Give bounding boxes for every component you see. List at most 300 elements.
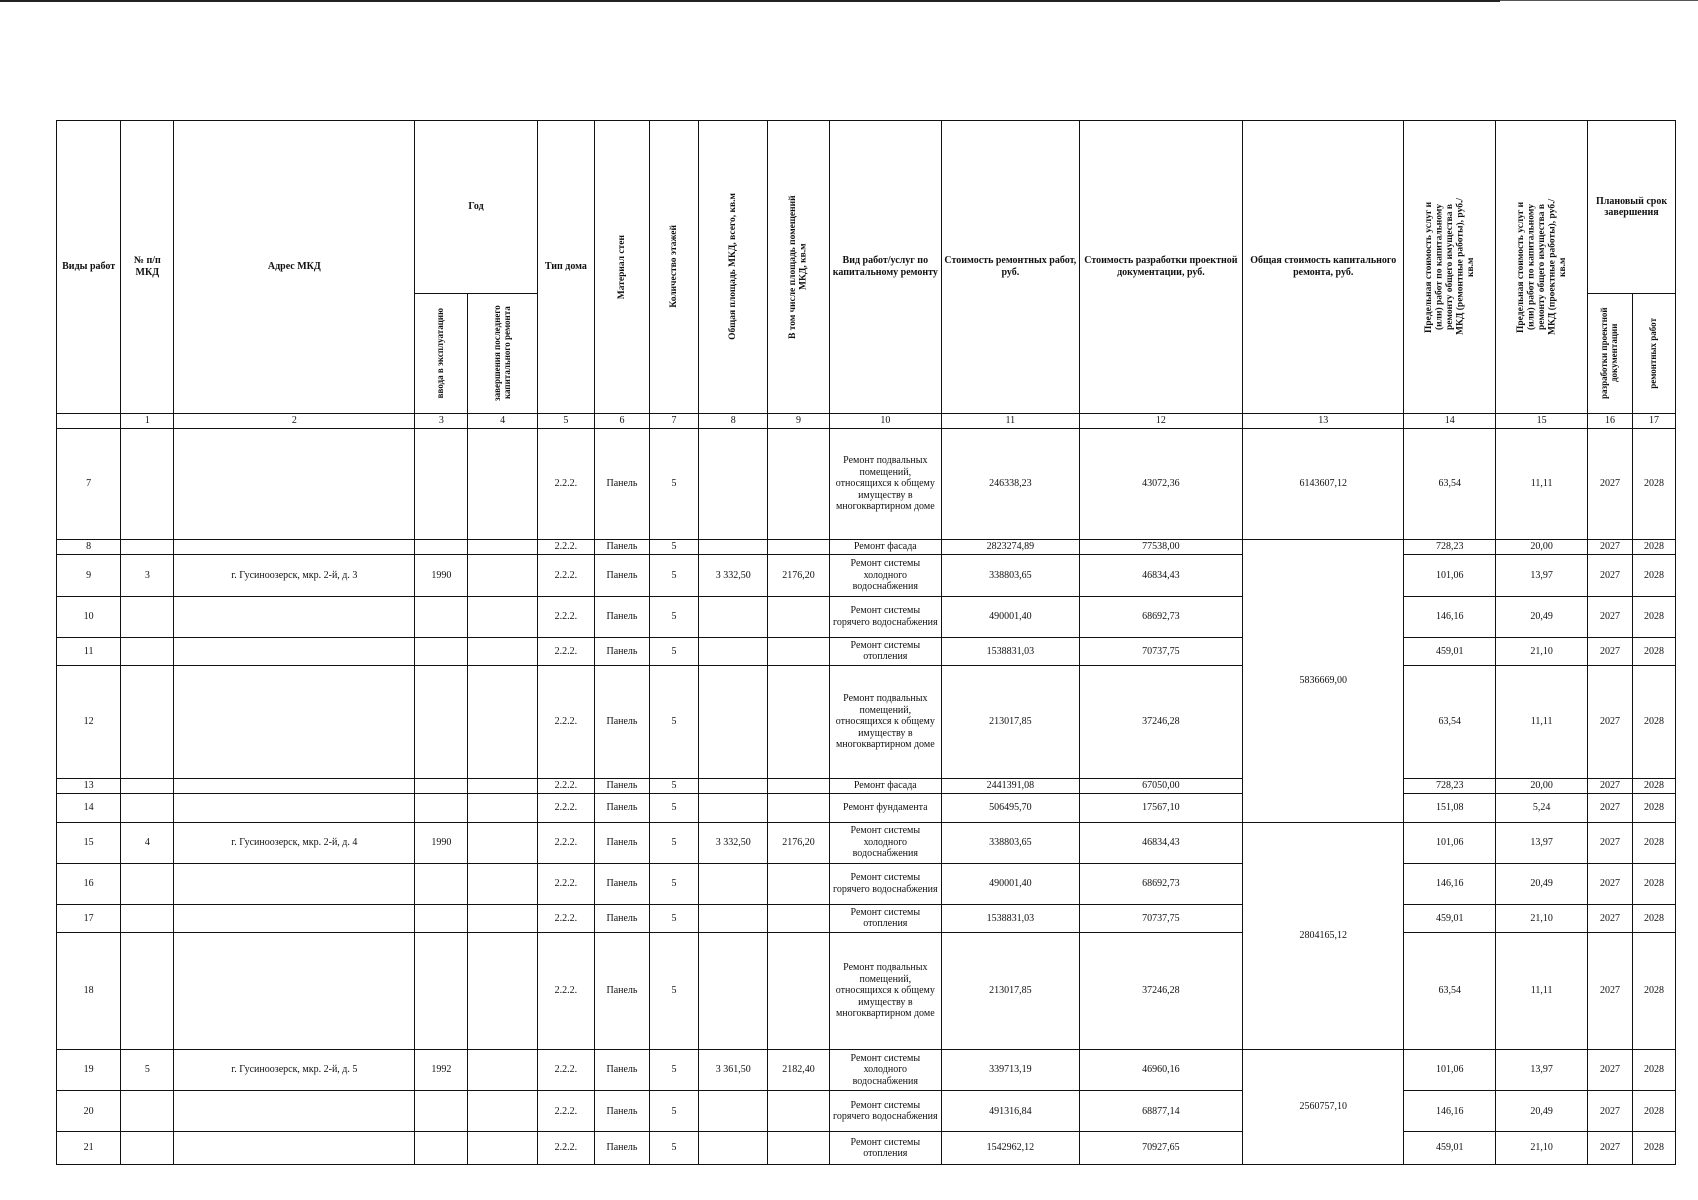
cell-mat: Панель — [594, 429, 649, 540]
cell-y1: 1990 — [415, 555, 468, 596]
cell-parea: 2176,20 — [768, 555, 829, 596]
header-planned-repair-text: ремонтных работ — [1648, 318, 1659, 389]
cell-area — [699, 904, 768, 932]
cell-ld: 21,10 — [1496, 1132, 1588, 1165]
table-row — [57, 555, 1676, 596]
cell-type: 2.2.2. — [537, 637, 594, 665]
cell-lr: 101,06 — [1404, 822, 1496, 863]
cell-parea — [768, 1132, 829, 1165]
table-row — [57, 863, 1676, 904]
header-limit-repair — [1404, 121, 1496, 414]
cell-mkd — [121, 539, 174, 555]
cell-y2 — [468, 665, 537, 778]
column-number: 4 — [468, 413, 537, 429]
header-planned: Плановый срок завершения — [1588, 121, 1676, 294]
cell-work: Ремонт системы горячего водоснабжения — [829, 596, 941, 637]
cell-area — [699, 778, 768, 794]
cell-y2 — [468, 539, 537, 555]
cell-fl: 5 — [650, 822, 699, 863]
cell-mkd — [121, 933, 174, 1050]
header-premises-area — [768, 121, 829, 414]
cell-y2 — [468, 778, 537, 794]
cell-lr: 459,01 — [1404, 1132, 1496, 1165]
cell-rc: 213017,85 — [941, 665, 1079, 778]
cell-lr: 146,16 — [1404, 596, 1496, 637]
cell-work: Ремонт системы холодного водоснабжения — [829, 822, 941, 863]
header-planned-design-text: разработки проектной документации — [1599, 307, 1620, 400]
header-premises-area-text: В том числе площадь помещений МКД, кв.м — [788, 194, 809, 339]
cell-work: Ремонт системы горячего водоснабжения — [829, 863, 941, 904]
column-number: 7 — [650, 413, 699, 429]
scan-top-border-right — [1500, 0, 1698, 1]
cell-area — [699, 429, 768, 540]
cell-addr — [174, 904, 415, 932]
cell-addr — [174, 863, 415, 904]
column-number: 8 — [699, 413, 768, 429]
cell-n: 15 — [57, 822, 121, 863]
cell-parea — [768, 596, 829, 637]
cell-rc: 490001,40 — [941, 596, 1079, 637]
header-row-1 — [57, 121, 1676, 294]
cell-pr: 2028 — [1632, 429, 1675, 540]
cell-work: Ремонт системы холодного водоснабжения — [829, 1050, 941, 1091]
cell-mkd: 4 — [121, 822, 174, 863]
cell-area — [699, 1091, 768, 1132]
cell-pr: 2028 — [1632, 555, 1675, 596]
cell-type: 2.2.2. — [537, 555, 594, 596]
column-number: 17 — [1632, 413, 1675, 429]
cell-y2 — [468, 794, 537, 822]
cell-pr: 2028 — [1632, 794, 1675, 822]
cell-addr — [174, 933, 415, 1050]
cell-addr — [174, 637, 415, 665]
cell-pr: 2028 — [1632, 863, 1675, 904]
table-row — [57, 1132, 1676, 1165]
cell-pd: 2027 — [1588, 1132, 1633, 1165]
table-row — [57, 637, 1676, 665]
cell-work: Ремонт фасада — [829, 539, 941, 555]
cell-y1 — [415, 863, 468, 904]
cell-pr: 2028 — [1632, 637, 1675, 665]
cell-work: Ремонт подвальных помещений, относящихся к общему имуществу в многоквартирном доме — [829, 933, 941, 1050]
cell-fl: 5 — [650, 429, 699, 540]
cell-pr: 2028 — [1632, 1050, 1675, 1091]
header-wall-material — [594, 121, 649, 414]
cell-ld: 5,24 — [1496, 794, 1588, 822]
column-number-blank — [57, 413, 121, 429]
cell-addr — [174, 1091, 415, 1132]
cell-y2 — [468, 933, 537, 1050]
cell-rc: 1538831,03 — [941, 904, 1079, 932]
cell-dc: 37246,28 — [1079, 665, 1242, 778]
cell-lr: 63,54 — [1404, 933, 1496, 1050]
cell-lr: 63,54 — [1404, 665, 1496, 778]
cell-mat: Панель — [594, 904, 649, 932]
cell-parea — [768, 429, 829, 540]
cell-ld: 20,49 — [1496, 1091, 1588, 1132]
cell-n: 17 — [57, 904, 121, 932]
cell-mat: Панель — [594, 637, 649, 665]
cell-type: 2.2.2. — [537, 539, 594, 555]
header-total-area — [699, 121, 768, 414]
cell-mkd — [121, 637, 174, 665]
cell-ld: 20,49 — [1496, 863, 1588, 904]
cell-pr: 2028 — [1632, 822, 1675, 863]
cell-parea — [768, 539, 829, 555]
header-planned-design — [1588, 294, 1633, 413]
column-number: 2 — [174, 413, 415, 429]
cell-n: 21 — [57, 1132, 121, 1165]
cell-rc: 506495,70 — [941, 794, 1079, 822]
cell-total-cost: 6143607,12 — [1243, 429, 1404, 540]
cell-total-cost: 2560757,10 — [1243, 1050, 1404, 1165]
header-address: Адрес МКД — [174, 121, 415, 414]
cell-mat: Панель — [594, 778, 649, 794]
cell-rc: 491316,84 — [941, 1091, 1079, 1132]
cell-n: 18 — [57, 933, 121, 1050]
cell-work: Ремонт системы отопления — [829, 637, 941, 665]
cell-lr: 101,06 — [1404, 555, 1496, 596]
header-mkd-no: № п/п МКД — [121, 121, 174, 414]
cell-mat: Панель — [594, 794, 649, 822]
cell-mkd — [121, 665, 174, 778]
cell-rc: 490001,40 — [941, 863, 1079, 904]
cell-n: 16 — [57, 863, 121, 904]
capital-repair-table — [56, 120, 1676, 1165]
cell-parea: 2176,20 — [768, 822, 829, 863]
cell-parea — [768, 933, 829, 1050]
cell-mat: Панель — [594, 596, 649, 637]
cell-y2 — [468, 904, 537, 932]
cell-mkd — [121, 1091, 174, 1132]
cell-dc: 68692,73 — [1079, 863, 1242, 904]
cell-parea — [768, 665, 829, 778]
cell-dc: 70737,75 — [1079, 637, 1242, 665]
cell-y2 — [468, 555, 537, 596]
cell-work: Ремонт подвальных помещений, относящихся к общему имуществу в многоквартирном доме — [829, 429, 941, 540]
cell-mat: Панель — [594, 933, 649, 1050]
cell-ld: 20,00 — [1496, 539, 1588, 555]
cell-addr — [174, 1132, 415, 1165]
column-number: 11 — [941, 413, 1079, 429]
cell-work: Ремонт системы отопления — [829, 1132, 941, 1165]
cell-n: 10 — [57, 596, 121, 637]
cell-y1: 1992 — [415, 1050, 468, 1091]
cell-total-cost: 2804165,12 — [1243, 822, 1404, 1050]
cell-type: 2.2.2. — [537, 596, 594, 637]
cell-mkd — [121, 794, 174, 822]
header-planned-repair — [1632, 294, 1675, 413]
cell-addr: г. Гусиноозерск, мкр. 2-й, д. 5 — [174, 1050, 415, 1091]
cell-mat: Панель — [594, 539, 649, 555]
cell-y2 — [468, 1091, 537, 1132]
header-house-type: Тип дома — [537, 121, 594, 414]
cell-fl: 5 — [650, 665, 699, 778]
table-row — [57, 822, 1676, 863]
cell-n: 14 — [57, 794, 121, 822]
cell-y2 — [468, 822, 537, 863]
cell-pr: 2028 — [1632, 904, 1675, 932]
header-year-last-repair-text: завершения последнего капитального ремонта — [491, 305, 512, 402]
cell-area: 3 332,50 — [699, 822, 768, 863]
cell-y1 — [415, 637, 468, 665]
cell-lr: 151,08 — [1404, 794, 1496, 822]
header-limit-repair-text: Предельная стоимость услуг и (или) работ по капитальному ремонту общего имущества в МКД (ремонтные работы), руб./кв.м — [1423, 198, 1476, 336]
cell-mkd — [121, 596, 174, 637]
cell-rc: 1542962,12 — [941, 1132, 1079, 1165]
cell-pd: 2027 — [1588, 794, 1633, 822]
cell-pr: 2028 — [1632, 596, 1675, 637]
cell-addr — [174, 778, 415, 794]
scan-top-border — [0, 0, 1500, 2]
cell-rc: 2823274,89 — [941, 539, 1079, 555]
cell-y2 — [468, 1132, 537, 1165]
header-year-last-repair — [468, 294, 537, 413]
cell-mat: Панель — [594, 665, 649, 778]
cell-ld: 21,10 — [1496, 904, 1588, 932]
cell-work: Ремонт системы горячего водоснабжения — [829, 1091, 941, 1132]
cell-dc: 77538,00 — [1079, 539, 1242, 555]
cell-addr: г. Гусиноозерск, мкр. 2-й, д. 4 — [174, 822, 415, 863]
cell-pd: 2027 — [1588, 1050, 1633, 1091]
cell-area — [699, 794, 768, 822]
cell-ld: 13,97 — [1496, 822, 1588, 863]
header-year: Год — [415, 121, 538, 294]
cell-rc: 1538831,03 — [941, 637, 1079, 665]
cell-parea — [768, 778, 829, 794]
cell-rc: 2441391,08 — [941, 778, 1079, 794]
table-row — [57, 794, 1676, 822]
cell-work: Ремонт подвальных помещений, относящихся к общему имуществу в многоквартирном доме — [829, 665, 941, 778]
table-row — [57, 904, 1676, 932]
cell-type: 2.2.2. — [537, 1132, 594, 1165]
column-number: 3 — [415, 413, 468, 429]
cell-work: Ремонт системы холодного водоснабжения — [829, 555, 941, 596]
cell-pd: 2027 — [1588, 665, 1633, 778]
cell-ld: 11,11 — [1496, 429, 1588, 540]
cell-mkd — [121, 778, 174, 794]
cell-type: 2.2.2. — [537, 429, 594, 540]
cell-ld: 13,97 — [1496, 555, 1588, 596]
cell-mkd: 5 — [121, 1050, 174, 1091]
cell-dc: 68877,14 — [1079, 1091, 1242, 1132]
cell-pd: 2027 — [1588, 1091, 1633, 1132]
cell-pd: 2027 — [1588, 596, 1633, 637]
cell-y1 — [415, 429, 468, 540]
cell-area — [699, 863, 768, 904]
header-total-area-text: Общая площадь МКД, всего, кв.м — [728, 193, 739, 341]
cell-y2 — [468, 863, 537, 904]
column-number: 14 — [1404, 413, 1496, 429]
cell-y1 — [415, 539, 468, 555]
cell-y1 — [415, 1091, 468, 1132]
header-wall-material-text: Материал стен — [616, 234, 627, 299]
header-floors-text: Количество этажей — [668, 225, 679, 309]
cell-y2 — [468, 596, 537, 637]
cell-rc: 338803,65 — [941, 555, 1079, 596]
cell-pr: 2028 — [1632, 1132, 1675, 1165]
cell-lr: 63,54 — [1404, 429, 1496, 540]
column-number: 9 — [768, 413, 829, 429]
cell-pr: 2028 — [1632, 1091, 1675, 1132]
column-number: 12 — [1079, 413, 1242, 429]
cell-parea — [768, 794, 829, 822]
cell-mkd — [121, 429, 174, 540]
cell-addr — [174, 794, 415, 822]
cell-mat: Панель — [594, 555, 649, 596]
cell-type: 2.2.2. — [537, 778, 594, 794]
table-row — [57, 1050, 1676, 1091]
cell-lr: 459,01 — [1404, 904, 1496, 932]
cell-y1 — [415, 904, 468, 932]
cell-dc: 70737,75 — [1079, 904, 1242, 932]
cell-ld: 13,97 — [1496, 1050, 1588, 1091]
cell-mat: Панель — [594, 822, 649, 863]
cell-mat: Панель — [594, 1091, 649, 1132]
cell-mat: Панель — [594, 863, 649, 904]
cell-area — [699, 665, 768, 778]
cell-dc: 46834,43 — [1079, 555, 1242, 596]
cell-ld: 21,10 — [1496, 637, 1588, 665]
cell-type: 2.2.2. — [537, 665, 594, 778]
cell-lr: 728,23 — [1404, 539, 1496, 555]
cell-type: 2.2.2. — [537, 1050, 594, 1091]
column-number: 5 — [537, 413, 594, 429]
table-row — [57, 429, 1676, 540]
column-number: 13 — [1243, 413, 1404, 429]
cell-n: 8 — [57, 539, 121, 555]
cell-n: 11 — [57, 637, 121, 665]
cell-dc: 68692,73 — [1079, 596, 1242, 637]
cell-parea — [768, 904, 829, 932]
cell-n: 12 — [57, 665, 121, 778]
cell-parea — [768, 637, 829, 665]
cell-area — [699, 637, 768, 665]
cell-dc: 46834,43 — [1079, 822, 1242, 863]
cell-mat: Панель — [594, 1132, 649, 1165]
cell-y2 — [468, 637, 537, 665]
cell-pr: 2028 — [1632, 539, 1675, 555]
cell-pd: 2027 — [1588, 539, 1633, 555]
cell-type: 2.2.2. — [537, 863, 594, 904]
header-limit-design — [1496, 121, 1588, 414]
cell-y1 — [415, 665, 468, 778]
cell-work: Ремонт фундамента — [829, 794, 941, 822]
cell-n: 9 — [57, 555, 121, 596]
cell-work: Ремонт системы отопления — [829, 904, 941, 932]
cell-pd: 2027 — [1588, 904, 1633, 932]
header-work-kind: Вид работ/услуг по капитальному ремонту — [829, 121, 941, 414]
header-year-commission-text: ввода в эксплуатацию — [435, 308, 446, 399]
cell-dc: 37246,28 — [1079, 933, 1242, 1050]
header-year-commission — [415, 294, 468, 413]
cell-fl: 5 — [650, 555, 699, 596]
cell-pr: 2028 — [1632, 778, 1675, 794]
cell-pd: 2027 — [1588, 863, 1633, 904]
cell-work: Ремонт фасада — [829, 778, 941, 794]
column-number: 1 — [121, 413, 174, 429]
cell-y1 — [415, 778, 468, 794]
cell-ld: 11,11 — [1496, 665, 1588, 778]
cell-fl: 5 — [650, 637, 699, 665]
cell-fl: 5 — [650, 933, 699, 1050]
cell-area — [699, 933, 768, 1050]
header-limit-design-text: Предельная стоимость услуг и (или) работ по капитальному ремонту общего имущества в МКД (проектные работы), руб./кв.м — [1515, 198, 1568, 335]
cell-ld: 20,49 — [1496, 596, 1588, 637]
header-repair-cost: Стоимость ремонтных работ, руб. — [941, 121, 1079, 414]
cell-area — [699, 596, 768, 637]
table-row — [57, 778, 1676, 794]
cell-rc: 338803,65 — [941, 822, 1079, 863]
cell-type: 2.2.2. — [537, 904, 594, 932]
cell-fl: 5 — [650, 904, 699, 932]
cell-lr: 459,01 — [1404, 637, 1496, 665]
cell-ld: 20,00 — [1496, 778, 1588, 794]
column-number: 6 — [594, 413, 649, 429]
cell-n: 7 — [57, 429, 121, 540]
cell-pd: 2027 — [1588, 822, 1633, 863]
cell-pd: 2027 — [1588, 933, 1633, 1050]
cell-mat: Панель — [594, 1050, 649, 1091]
cell-dc: 17567,10 — [1079, 794, 1242, 822]
cell-area: 3 361,50 — [699, 1050, 768, 1091]
cell-fl: 5 — [650, 794, 699, 822]
table-row — [57, 596, 1676, 637]
cell-area: 3 332,50 — [699, 555, 768, 596]
cell-n: 13 — [57, 778, 121, 794]
cell-pd: 2027 — [1588, 555, 1633, 596]
cell-pd: 2027 — [1588, 637, 1633, 665]
header-work-types: Виды работ — [57, 121, 121, 414]
cell-y1 — [415, 933, 468, 1050]
cell-y2 — [468, 429, 537, 540]
cell-addr — [174, 665, 415, 778]
column-number: 15 — [1496, 413, 1588, 429]
column-number: 10 — [829, 413, 941, 429]
cell-parea — [768, 1091, 829, 1132]
cell-dc: 46960,16 — [1079, 1050, 1242, 1091]
cell-pr: 2028 — [1632, 665, 1675, 778]
cell-fl: 5 — [650, 1132, 699, 1165]
cell-addr — [174, 429, 415, 540]
cell-y2 — [468, 1050, 537, 1091]
cell-type: 2.2.2. — [537, 794, 594, 822]
cell-type: 2.2.2. — [537, 933, 594, 1050]
cell-pd: 2027 — [1588, 429, 1633, 540]
cell-mkd — [121, 863, 174, 904]
header-design-cost: Стоимость разработки проектной документации, руб. — [1079, 121, 1242, 414]
cell-mkd: 3 — [121, 555, 174, 596]
column-number-row — [57, 413, 1676, 429]
cell-dc: 67050,00 — [1079, 778, 1242, 794]
column-number: 16 — [1588, 413, 1633, 429]
cell-mkd — [121, 1132, 174, 1165]
cell-y1 — [415, 794, 468, 822]
table-row — [57, 665, 1676, 778]
cell-lr: 101,06 — [1404, 1050, 1496, 1091]
cell-rc: 339713,19 — [941, 1050, 1079, 1091]
cell-dc: 43072,36 — [1079, 429, 1242, 540]
cell-y1: 1990 — [415, 822, 468, 863]
cell-area — [699, 1132, 768, 1165]
header-floors — [650, 121, 699, 414]
cell-lr: 728,23 — [1404, 778, 1496, 794]
table-row — [57, 1091, 1676, 1132]
cell-dc: 70927,65 — [1079, 1132, 1242, 1165]
cell-y1 — [415, 596, 468, 637]
cell-y1 — [415, 1132, 468, 1165]
cell-fl: 5 — [650, 596, 699, 637]
